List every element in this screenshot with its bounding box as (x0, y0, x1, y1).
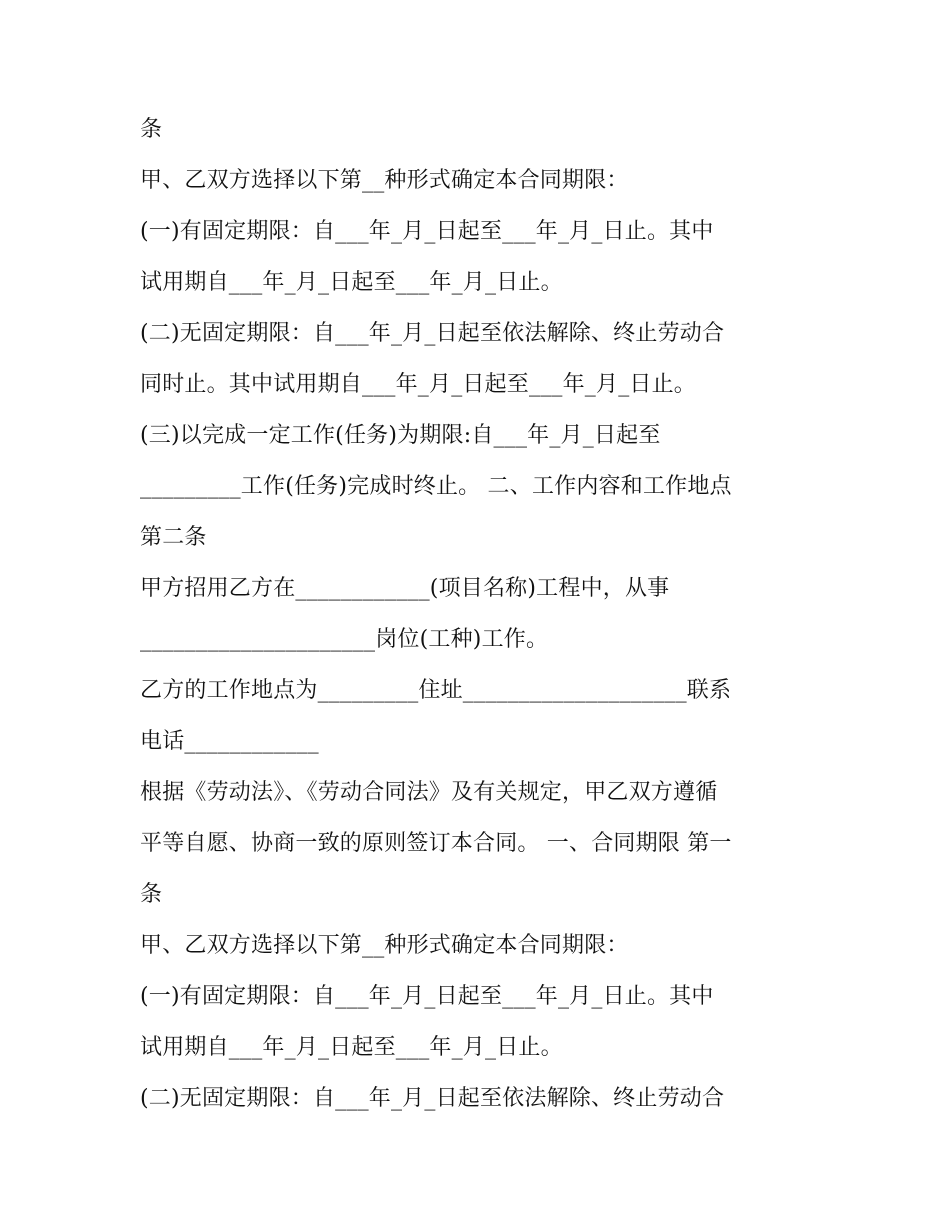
text-line: 试用期自___年_月_日起至___年_月_日止。 (140, 270, 563, 295)
document-body (140, 104, 830, 1124)
text-line: 第二条 (140, 525, 207, 550)
text-line: 同时止。其中试用期自___年_月_日起至___年_月_日止。 (140, 372, 697, 397)
text-line: 试用期自___年_月_日起至___年_月_日止。 (140, 1035, 563, 1060)
text-line: 甲方招用乙方在____________(项目名称)工程中，从事 (140, 576, 670, 601)
text-line: _________工作(任务)完成时终止。 二、工作内容和工作地点 (140, 474, 732, 499)
text-line: 乙方的工作地点为_________住址____________________联系 (140, 678, 732, 703)
text-line: 平等自愿、协商一致的原则签订本合同。 一、合同期限 第一 (140, 831, 732, 856)
text-line: 电话____________ (140, 729, 319, 754)
text-line: (三)以完成一定工作(任务)为期限:自___年_月_日起至 (140, 423, 661, 448)
text-line: 条 (140, 882, 163, 907)
text-line: 甲、乙双方选择以下第__种形式确定本合同期限： (140, 933, 629, 958)
text-line: 条 (140, 117, 163, 142)
text-line: 甲、乙双方选择以下第__种形式确定本合同期限： (140, 168, 629, 193)
text-line: 根据《劳动法》、《劳动合同法》及有关规定，甲乙双方遵循 (140, 780, 718, 805)
text-line: (一)有固定期限：自___年_月_日起至___年_月_日止。其中 (140, 219, 714, 244)
text-line: (二)无固定期限：自___年_月_日起至依法解除、终止劳动合 (140, 321, 725, 346)
text-line: (一)有固定期限：自___年_月_日起至___年_月_日止。其中 (140, 984, 714, 1009)
text-line: (二)无固定期限：自___年_月_日起至依法解除、终止劳动合 (140, 1086, 725, 1111)
text-line: _____________________岗位(工种)工作。 (140, 627, 549, 652)
